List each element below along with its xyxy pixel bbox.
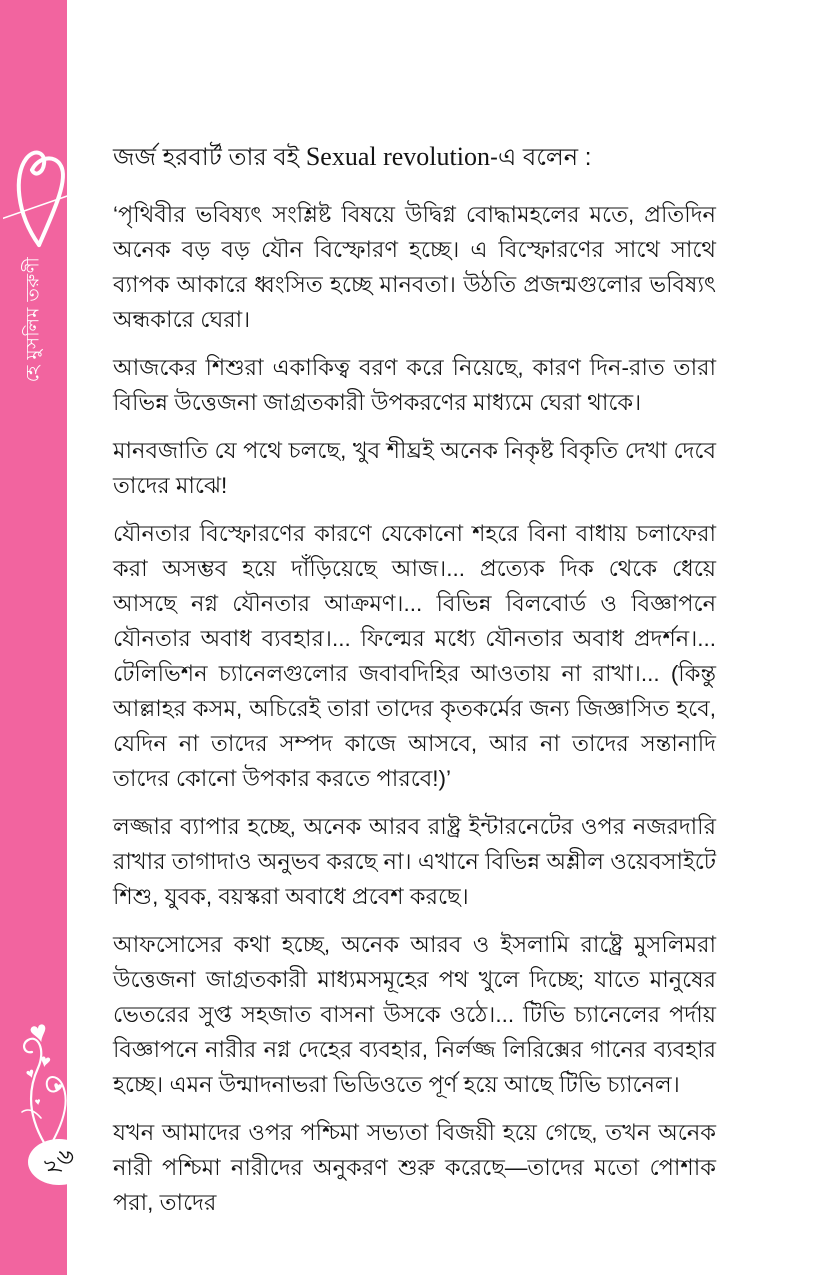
book-spine-title [0,226,67,412]
page-number: ২৬ [36,1139,80,1182]
book-spine-title-text: হে মুসলিম তরুণী [22,256,42,382]
heading-prefix: জর্জ হরবার্ট তার বই [113,144,306,171]
heart-icon: ♥ [34,1096,42,1109]
body-paragraph: আফসোসের কথা হচ্ছে, অনেক আরব ও ইসলামি রাষ্ট্রে মুসলিমরা উত্তেজনা জাগ্রতকারী মাধ্যমসমূহের পথ খুলে দিচ্ছে; যাতে মানুষের ভেতরের সুপ্ত সহজাত বাসনা উসকে ওঠে।... টিভি চ্যানেলের পর্দায় বিজ্ঞাপনে নারীর নগ্ন দেহের ব্যবহার, নির্লজ্জ লিরিক্সের গানের ব্যবহার হচ্ছে। এমন উন্মাদনাভরা ভিডিওতে পূর্ণ হয়ে আছে টিভি চ্যানেল। [113,932,716,1097]
body-paragraph: ‘পৃথিবীর ভবিষ্যৎ সংশ্লিষ্ট বিষয়ে উদ্বিগ্ন বোদ্ধামহলের মতে, প্রতিদিন অনেক বড় বড় যৌন বিস্ফোরণ হচ্ছে। এ বিস্ফোরণের সাথে সাথে ব্যাপক আকারে ধ্বংসিত হচ্ছে মানবতা। উঠতি প্রজন্মগুলোর ভবিষ্যৎ অন্ধকারে ঘেরা। [113,202,716,332]
heart-icon: ♥ [26,1014,52,1051]
body-paragraph: লজ্জার ব্যাপার হচ্ছে, অনেক আরব রাষ্ট্র ইন্টারনেটের ওপর নজরদারি রাখার তাগাদাও অনুভব করছে না। এখানে বিভিন্ন অশ্লীল ওয়েবসাইটে শিশু, যুবক, বয়স্করা অবাধে প্রবেশ করছে। [113,814,716,909]
body-paragraph: মানবজাতি যে পথে চলছে, খুব শীঘ্রই অনেক নিকৃষ্ট বিকৃতি দেখা দেবে তাদের মাঝে! [113,438,716,498]
heart-icon: ♥ [50,1078,65,1097]
heart-icon: ♥ [38,1050,53,1072]
heart-icon: ♥ [23,1064,37,1082]
heading-suffix: -এ বলেন : [489,144,592,171]
page-body [113,140,716,1233]
hearts-vine-icon [8,998,88,1150]
quote-heading [113,140,716,175]
body-paragraph: যৌনতার বিস্ফোরণের কারণে যেকোনো শহরে বিনা বাধায় চলাফেরা করা অসম্ভব হয়ে দাঁড়িয়েছে আজ।... প্রত্যেক দিক থেকে ধেয়ে আসছে নগ্ন যৌনতার আক্রমণ।... বিভিন্ন বিলবোর্ড ও বিজ্ঞাপনে যৌনতার অবাধ ব্যবহার।... ফিল্মের মধ্যে যৌনতার অবাধ প্রদর্শন।... টেলিভিশন চ্যানেলগুলোর জবাবদিহির আওতায় না রাখা।... (কিন্তু আল্লাহর কসম, অচিরেই তারা তাদের কৃতকর্মের জন্য জিজ্ঞাসিত হবে, যেদিন না তাদের সম্পদ কাজে আসবে, আর না তাদের সন্তানাদি তাদের কোনো উপকার করতে পারবে!)’ [113,521,716,791]
body-paragraph: আজকের শিশুরা একাকিত্ব বরণ করে নিয়েছে, কারণ দিন-রাত তারা বিভিন্ন উত্তেজনা জাগ্রতকারী উপকরণের মাধ্যমে ঘেরা থাকে। [113,355,716,415]
body-paragraph: যখন আমাদের ওপর পশ্চিমা সভ্যতা বিজয়ী হয়ে গেছে, তখন অনেক নারী পশ্চিমা নারীদের অনুকরণ শুরু করেছে—তাদের মতো পোশাক পরা, তাদের [113,1120,716,1215]
page-number-badge [28,1139,90,1185]
heading-latin-title: Sexual revolution [305,142,490,171]
